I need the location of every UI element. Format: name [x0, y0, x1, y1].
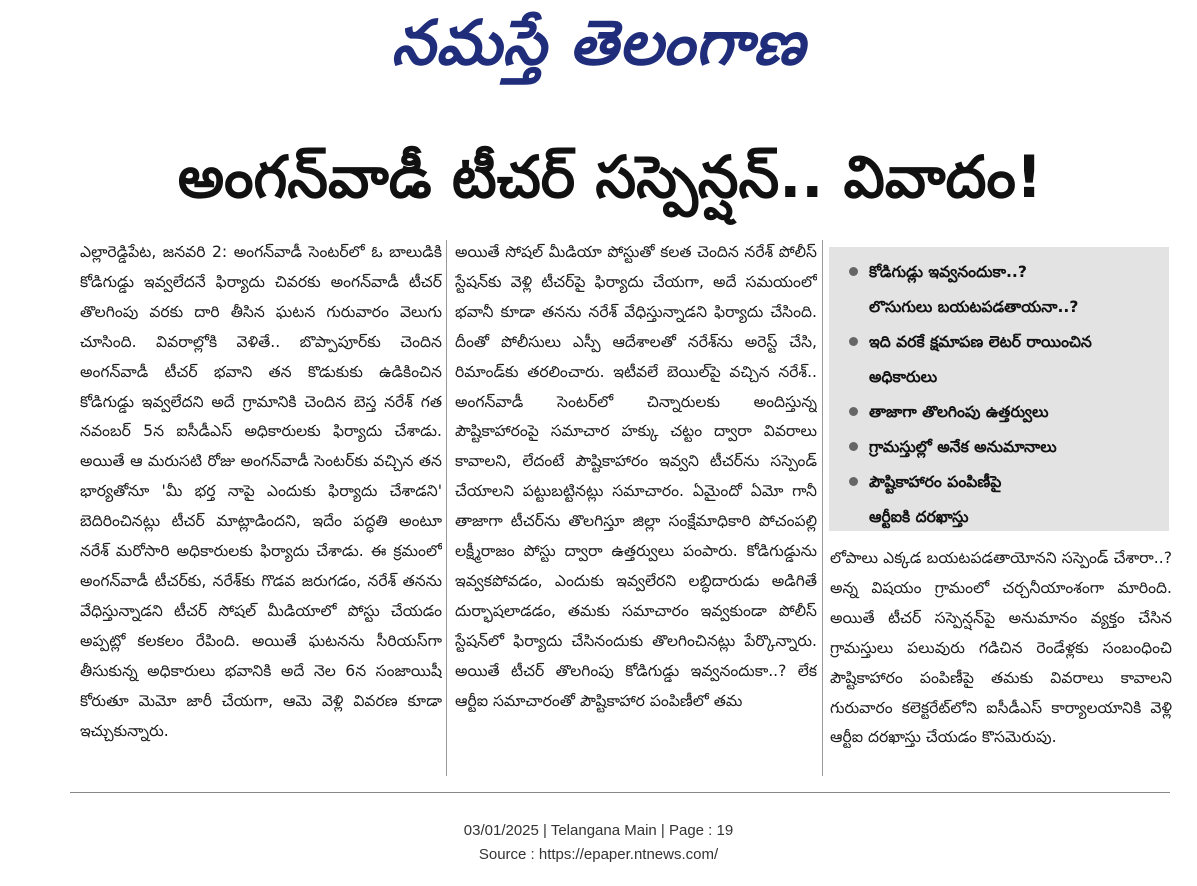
masthead	[0, 0, 1197, 88]
footer-source: Source : https://epaper.ntnews.com/	[478, 846, 719, 863]
article-headline: అంగన్‌వాడీ టీచర్ సస్పెన్షన్.. వివాదం!	[177, 143, 1043, 211]
footer-divider	[70, 792, 1170, 793]
highlight-item: గ్రామస్తుల్లో అనేక అనుమానాలు	[847, 430, 1159, 465]
highlight-item: కోడిగుడ్లు ఇవ్వనందుకా..? లొసుగులు బయటపడతాయనా..?	[847, 255, 1159, 325]
footer-date-page: 03/01/2025 | Telangana Main | Page : 19	[463, 822, 734, 839]
highlights-box	[829, 247, 1169, 531]
highlight-item: పౌష్టికాహారం పంపిణీపై ఆర్టీఐకి దరఖాస్తు	[847, 465, 1159, 535]
bullet-icon	[849, 442, 858, 451]
article-column-2: అయితే సోషల్ మీడియా పోస్టుతో కలత చెందిన నరేశ్ పోలీస్ స్టేషన్‌కు వెళ్లి టీచర్‌పై ఫిర్యాదు చేయగా, అదే సమయంలో భవానీ కూడా తనను నరేశ్ వేధిస్తున్నాడని ఫిర్యాదు చేసింది. దీంతో పోలీసులు ఎస్పీ ఆదేశాలతో నరేశ్‌ను అరెస్ట్ చేసి, రిమాండ్‌కు తరలించారు. ఇటీవలే బెయిల్‌పై వచ్చిన నరేశ్.. అంగన్‌వాడీ సెంటర్‌లో చిన్నారులకు అందిస్తున్న పౌష్టికాహారంపై సమాచార హక్కు చట్టం ద్వారా వివరాలు కావాలని, లేదంటే పౌష్టికాహారం ఇవ్వని టీచర్‌ను సస్పెండ్ చేయాలని పట్టుబట్టినట్లు సమాచారం. ఏమైందో ఏమో గానీ తాజాగా టీచర్‌ను తొలగిస్తూ జిల్లా సంక్షేమాధికారి పోచంపల్లి లక్ష్మీరాజం పోస్టు ద్వారా ఉత్తర్వులు పంపారు. కోడిగుడ్డును ఇవ్వకపోవడం, ఎందుకు ఇవ్వలేరని లబ్ధిదారుడు అడిగితే దుర్భాషలాడడం, తమకు సమాచారం ఇవ్వకుండా పోలీస్ స్టేషన్‌లో ఫిర్యాదు చేసినందుకు తొలగించినట్లు పేర్కొన్నారు. అయితే టీచర్ తొలగింపు కోడిగుడ్డు ఇవ్వనందుకా..? లేక ఆర్టీఐ సమాచారంతో పౌష్టికాహార పంపిణీలో తమ	[455, 243, 817, 710]
article-column-3: లోపాలు ఎక్కడ బయటపడతాయోనని సస్పెండ్ చేశారా..? అన్న విషయం గ్రామంలో చర్చనీయాంశంగా మారింది. అయితే టీచర్ సస్పెన్షన్‌పై అనుమానం వ్యక్తం చేసిన గ్రామస్తులు పలువురు గడిచిన రెండేళ్లకు సంబంధించి పౌష్టికాహారం పంపిణీపై తమకు వివరాలు కావాలని గురువారం కలెక్టరేట్‌లోని ఐసీడీఎస్ కార్యాలయానికి వెళ్లి ఆర్టీఐ దరఖాస్తు చేయడం కొసమెరుపు.	[830, 549, 1172, 747]
bullet-icon	[849, 337, 858, 346]
bullet-icon	[849, 267, 858, 276]
bullet-icon	[849, 407, 858, 416]
highlight-item: ఇది వరకే క్షమాపణ లెటర్ రాయించిన అధికారులు	[847, 325, 1159, 395]
newspaper-logo: నమస్తే తెలంగాణ	[391, 6, 806, 79]
column-divider	[446, 240, 447, 776]
column-divider	[822, 240, 823, 776]
bullet-icon	[849, 477, 858, 486]
highlights-list	[829, 247, 1169, 535]
highlight-item: తాజాగా తొలగింపు ఉత్తర్వులు	[847, 395, 1159, 430]
article-column-1: ఎల్లారెడ్డిపేట, జనవరి 2: అంగన్‌వాడీ సెంటర్‌లో ఓ బాలుడికి కోడిగుడ్డు ఇవ్వలేదనే ఫిర్యాదు చివరకు అంగన్‌వాడీ టీచర్ తొలగింపు వరకు దారి తీసిన ఘటన గురువారం వెలుగు చూసింది. వివరాల్లోకి వెళితే.. బొప్పాపూర్‌కు చెందిన అంగన్‌వాడీ టీచర్ భవాని తన కొడుకుకు ఉడికించిన కోడిగుడ్డు ఇవ్వలేదని అదే గ్రామానికి చెందిన బెస్త నరేశ్ గత నవంబర్ 5న ఐసీడీఎస్ అధికారులకు ఫిర్యాదు చేశాడు. అయితే ఆ మరుసటి రోజు అంగన్‌వాడీ సెంటర్‌కు వచ్చిన తన భార్యతోనూ 'మీ భర్త నాపై ఎందుకు ఫిర్యాదు చేశాడని' బెదిరించినట్లు టీచర్ మాట్లాడిందని, ఇదేం పద్ధతి అంటూ నరేశ్ మరోసారి అధికారులకు ఫిర్యాదు చేశాడు. ఈ క్రమంలో అంగన్‌వాడీ టీచర్‌కు, నరేశ్‌కు గొడవ జరుగడం, నరేశ్ తనను వేధిస్తున్నాడని టీచర్ సోషల్ మీడియాలో పోస్టు చేయడం అప్పట్లో కలకలం రేపింది. అయితే ఘటనను సీరియస్‌గా తీసుకున్న అధికారులు భవానికి అదే నెల 6న సంజాయిషీ కోరుతూ మెమో జారీ చేయగా, ఆమె వెళ్లి వివరణ కూడా ఇచ్చుకున్నారు.	[80, 243, 442, 740]
